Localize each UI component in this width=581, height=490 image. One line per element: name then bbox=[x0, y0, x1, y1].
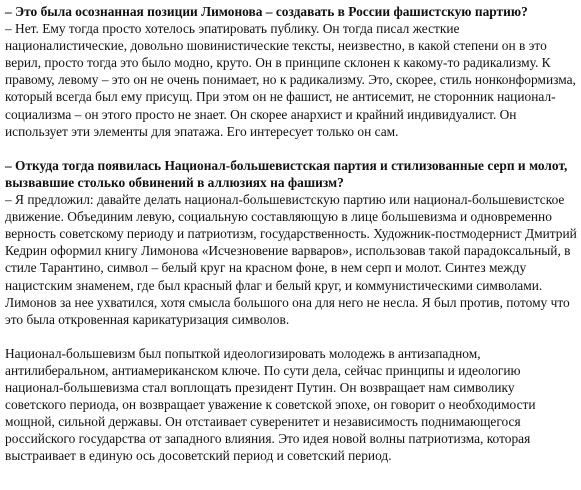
paragraph-3: Национал-большевизм был попыткой идеологизировать молодежь в антизападном, антилиберальном, антиамериканском ключе. По сути дела, сейчас принципы и идеологию национал-большевизма стал воплощать президент Путин. Он возвращает нам символику советского периода, он возвращает уважение к советской эпохе, он говорит о необходимости мощной, сильной державы. Он отстаивает суверенитет и независимость поднимающегося российского государства от западного влияния. Это идея новой волны патриотизма, которая выстраивает в единую ось досоветский период и советский период. bbox=[5, 345, 536, 464]
article-text bbox=[5, 3, 577, 465]
answer-2: – Я предложил: давайте делать национал-большевистскую партию или национал-большевистское движение. Объединим левую, социальную составляющую в лице большевизма и одновременно верность советскому периоду и патриотизм, государственность. Художник-постмодернист Дмитрий Кедрин оформил книгу Лимонова «Исчезновение варваров», использовав такой парадоксальный, в стиле Тарантино, символ – белый круг на красном фоне, в нем серп и молот. Синтез между нацистским знаменем, где был красный флаг и белый круг, и коммунистическими символами. Лимонов за нее ухватился, хотя смысла большого она для него не несла. Я был против, потому что это была откровенная карикатуризация символов. bbox=[5, 192, 577, 327]
question-2: – Откуда тогда появилась Национал-большевистская партия и стилизованные серп и молот, вызвавшие столько обвинений в аллюзиях на фашизм? bbox=[5, 157, 568, 190]
question-1: – Это была осознанная позиции Лимонова – создавать в России фашистскую партию? bbox=[5, 4, 528, 19]
paragraph-gap bbox=[5, 328, 577, 345]
answer-1: – Нет. Ему тогда просто хотелось эпатировать публику. Он тогда писал жесткие националистические, довольно шовинистические тексты, неизвестно, в какой степени он в это верил, просто тогда это было модно, круто. Он в принципе склонен к какому-то радикализму. К правому, левому – это он не очень понимает, но к радикализму. Это, скорее, стиль нонконформизма, который всегда был ему присущ. При этом он не фашист, не антисемит, не сторонник национал-социализма – он этого просто не знает. Он скорее анархист и крайний индивидуалист. Он использует эти элементы для эпатажа. Его интересует только он сам. bbox=[5, 21, 576, 139]
paragraph-gap bbox=[5, 140, 577, 157]
